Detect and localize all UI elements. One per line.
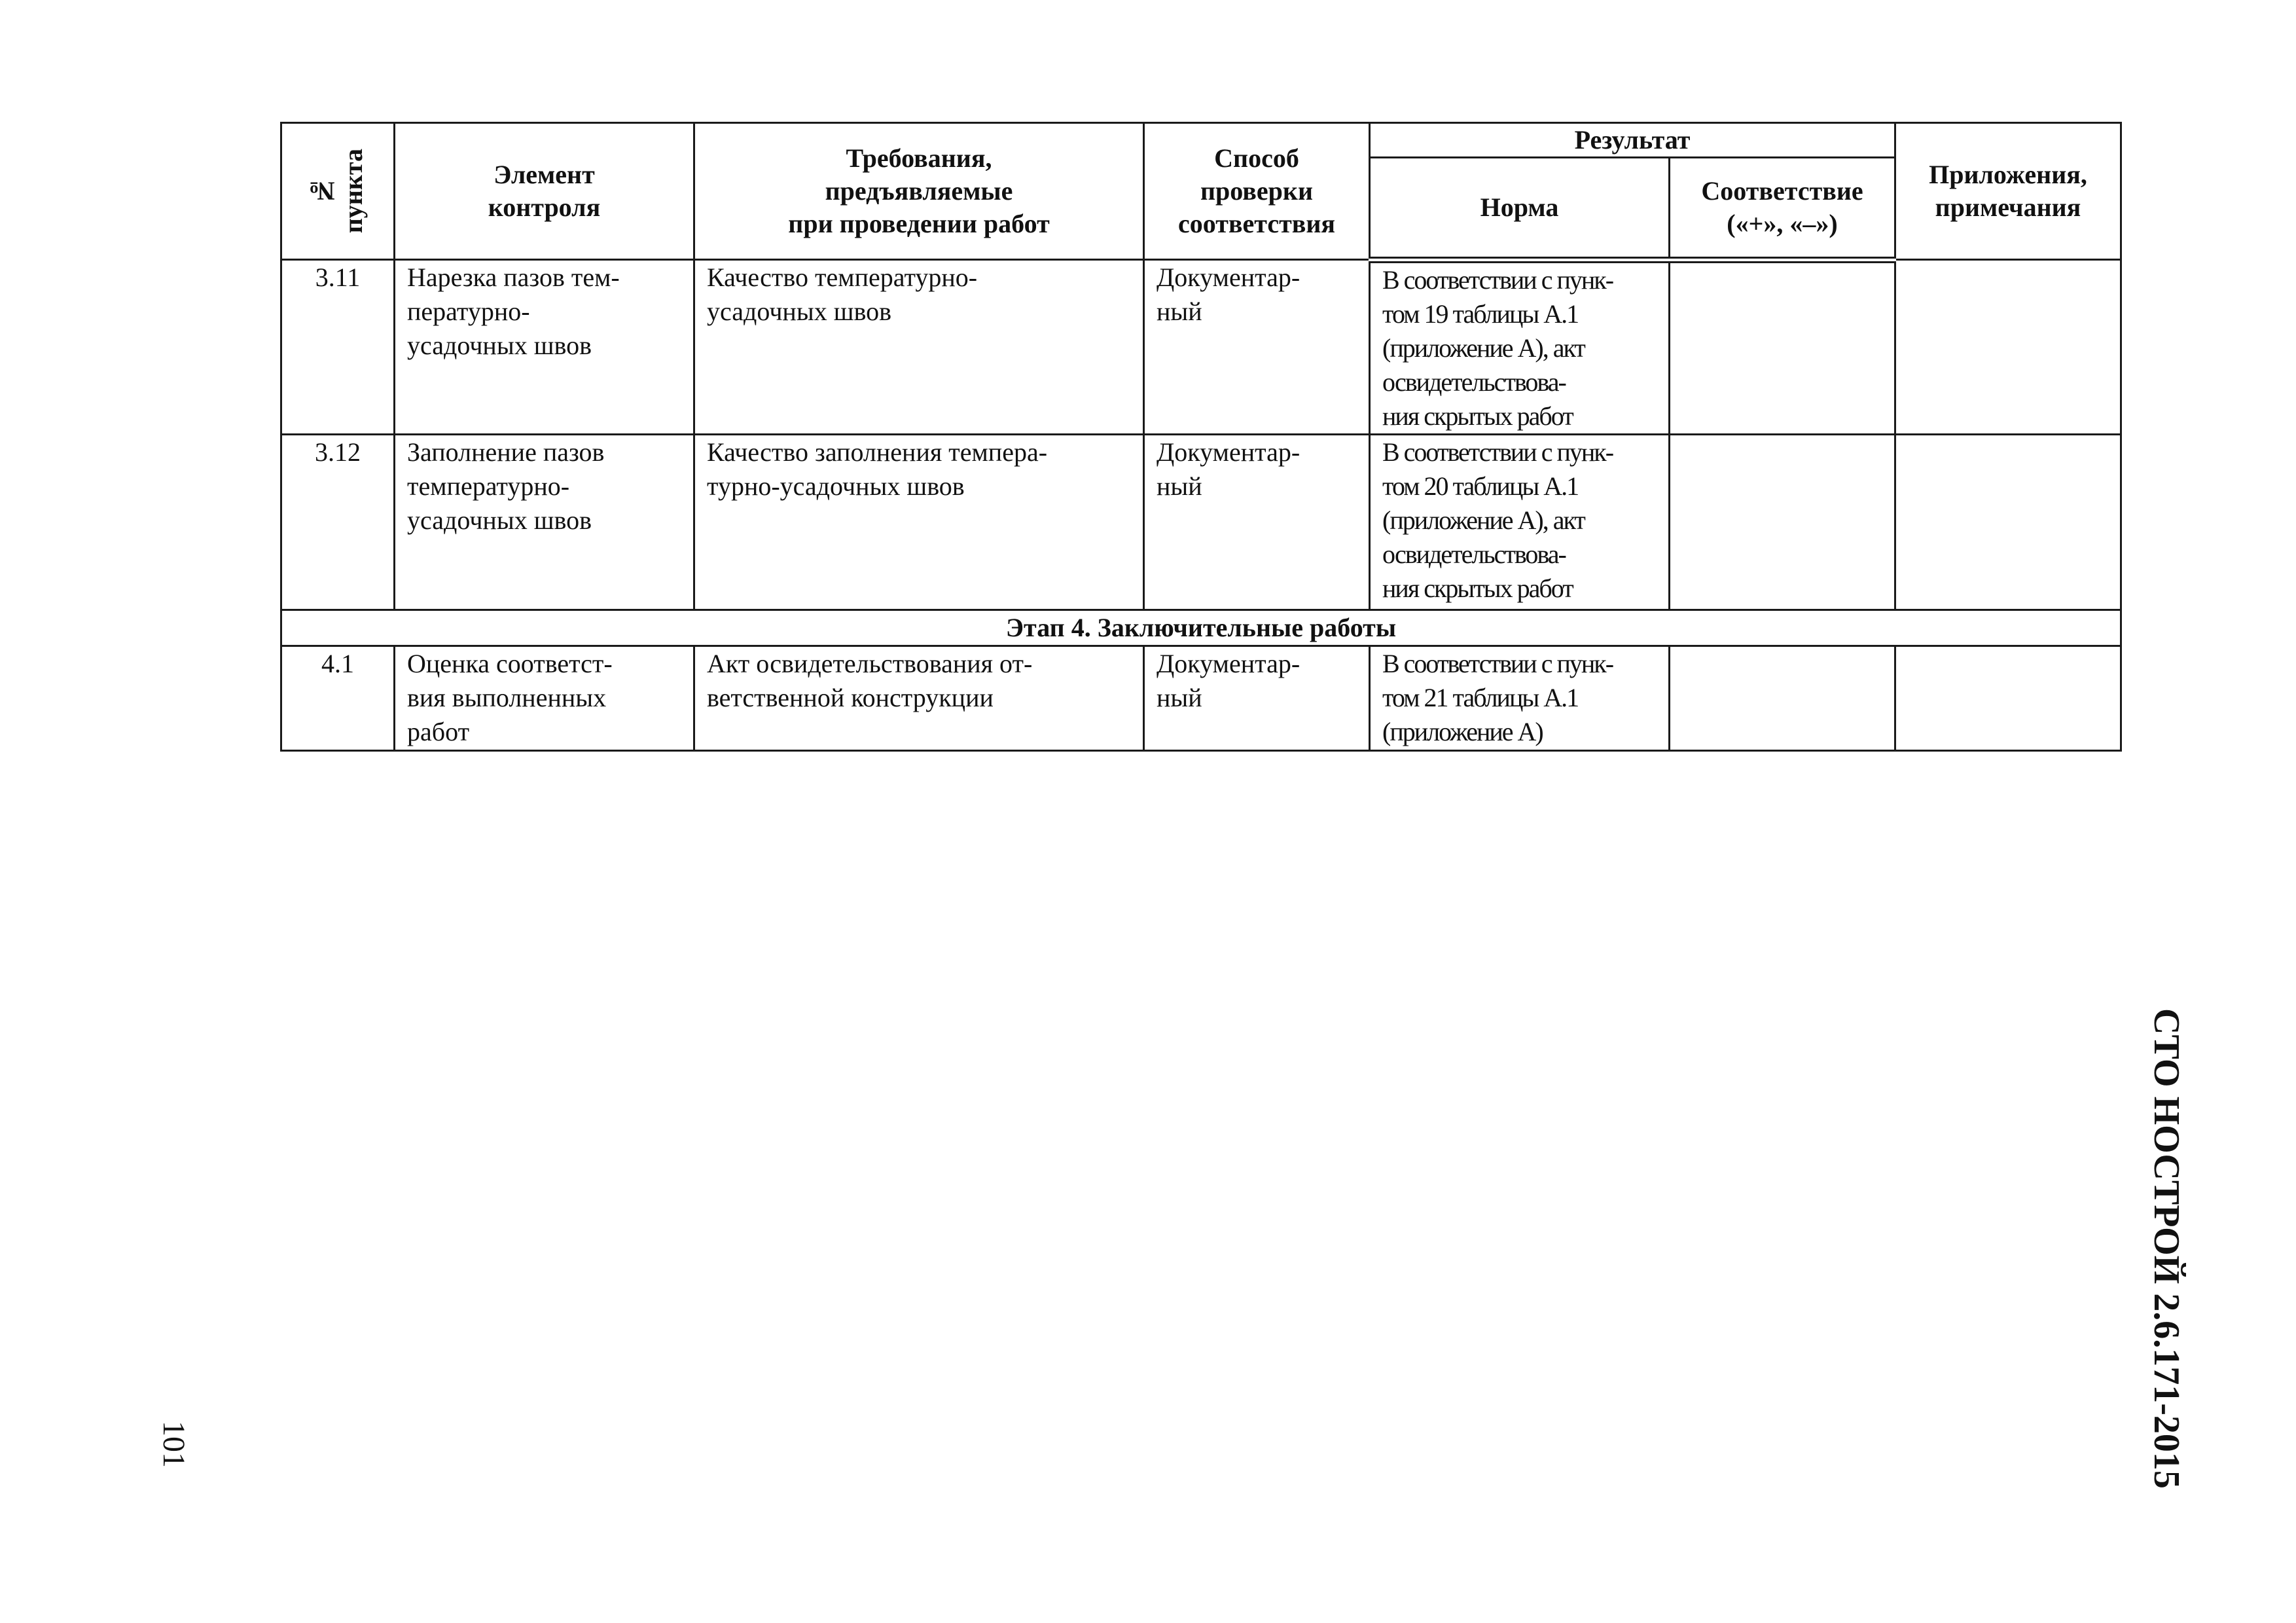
page-number: 101	[156, 1421, 191, 1468]
header-element: Элемент контроля	[395, 123, 694, 260]
row-notes	[1895, 434, 2121, 610]
header-compliance: Соответствие («+», «–»)	[1670, 158, 1895, 260]
header-method: Способ проверки соответствия	[1144, 123, 1370, 260]
control-table	[280, 122, 2122, 752]
row-method: Документар- ный	[1144, 260, 1370, 435]
row-requirement: Акт освидетельствования от- ветственной конструкции	[694, 646, 1144, 750]
row-num: 4.1	[281, 646, 395, 750]
row-norm: В соответствии с пунк- том 21 таблицы А.1 (приложение А)	[1370, 646, 1670, 750]
row-requirement: Качество температурно- усадочных швов	[694, 260, 1144, 435]
header-norm: Норма	[1370, 158, 1670, 260]
row-compliance	[1670, 646, 1895, 750]
header-result: Результат	[1370, 123, 1895, 158]
row-element: Нарезка пазов тем- пературно- усадочных швов	[395, 260, 694, 435]
row-element: Оценка соответст- вия выполненных работ	[395, 646, 694, 750]
row-compliance	[1670, 260, 1895, 435]
row-norm: В соответствии с пунк- том 19 таблицы А.1 (приложение А), акт освидетельствова- ния скрытых работ	[1370, 260, 1670, 435]
row-num: 3.12	[281, 434, 395, 610]
header-num-label: № пункта	[307, 149, 368, 234]
row-method: Документар- ный	[1144, 434, 1370, 610]
row-requirement: Качество заполнения темпера- турно-усадочных швов	[694, 434, 1144, 610]
row-element: Заполнение пазов температурно- усадочных швов	[395, 434, 694, 610]
row-compliance	[1670, 434, 1895, 610]
document-code: СТО НОСТРОЙ 2.6.171-2015	[2146, 1008, 2187, 1489]
header-notes: Приложения, примечания	[1895, 123, 2121, 260]
row-notes	[1895, 646, 2121, 750]
stage-title: Этап 4. Заключительные работы	[281, 610, 2121, 646]
stage-row	[281, 610, 2121, 646]
row-num: 3.11	[281, 260, 395, 435]
table-row	[281, 434, 2121, 610]
row-norm: В соответствии с пунк- том 20 таблицы А.1 (приложение А), акт освидетельствова- ния скрытых работ	[1370, 434, 1670, 610]
row-notes	[1895, 260, 2121, 435]
table-row	[281, 646, 2121, 750]
header-num	[281, 123, 395, 260]
table-body	[281, 260, 2121, 751]
row-method: Документар- ный	[1144, 646, 1370, 750]
table-header	[281, 123, 2121, 260]
table-row	[281, 260, 2121, 435]
header-requirements: Требования, предъявляемые при проведении работ	[694, 123, 1144, 260]
